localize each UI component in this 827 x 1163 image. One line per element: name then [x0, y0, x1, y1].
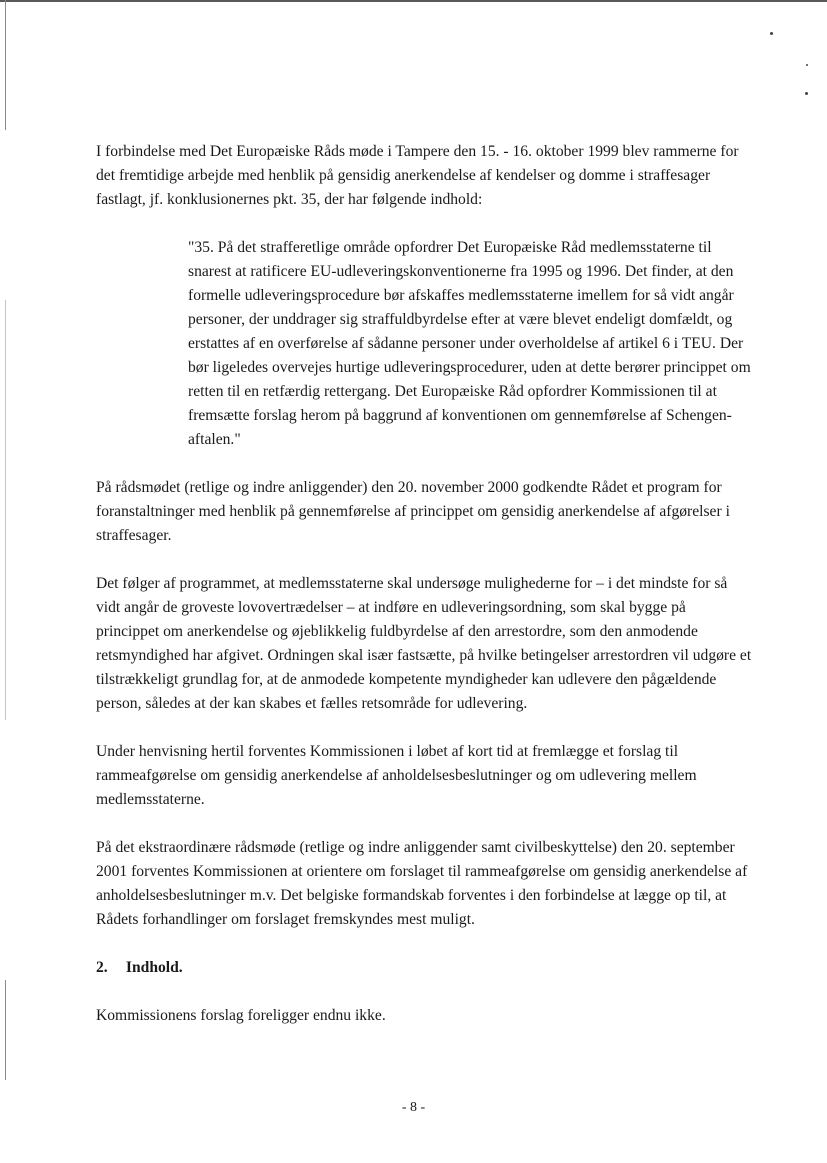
paragraph-commission-proposal: Under henvisning hertil forventes Kommissionen i løbet af kort tid at fremlægge et forslag til rammeafgørelse om gensidig anerkendelse af anholdelsesbeslutninger og om udlevering mellem medlemsstaterne.	[96, 743, 697, 808]
paragraph-tampere-intro: I forbindelse med Det Europæiske Råds møde i Tampere den 15. - 16. oktober 1999 blev rammerne for det fremtidige arbejde med henblik på gensidig anerkendelse af kendelser og domme i straffesager fastlagt, jf. konklusionernes pkt. 35, der har følgende indhold:	[96, 143, 739, 208]
page-number: - 8 -	[401, 1100, 426, 1115]
quotation-conclusion-35: "35. På det strafferetlige område opfordrer Det Europæiske Råd medlemsstaterne til snarest at ratificere EU-udleveringskonventionerne fra 1995 og 1996. Det finder, at den formelle udleveringsprocedure bør afskaffes medlemsstaterne imellem for så vidt angår personer, der unddrager sig straffuldbyrdelse efter at være blevet endeligt domfældt, og erstattes af en overførelse af sådanne personer under overholdelse af artikel 6 i TEU. Der bør ligeledes overvejes hurtige udleveringsprocedurer, uden at dette berører princippet om retten til en retfærdig rettergang. Det Europæiske Råd opfordrer Kommissionen til at fremsætte forslag herom på baggrund af konventionen om gennemførelse af Schengen-aftalen."	[188, 239, 751, 448]
left-scan-edge-bottom	[5, 980, 6, 1080]
paragraph-council-program: På rådsmødet (retlige og indre anliggender) den 20. november 2000 godkendte Rådet et program for foranstaltninger med henblik på gennemførelse af princippet om gensidig anerkendelse af afgørelser i straffesager.	[96, 479, 730, 544]
section-number: 2.	[96, 959, 108, 976]
section-heading	[96, 956, 752, 980]
section-title: Indhold.	[125, 959, 183, 976]
left-scan-edge-middle	[5, 300, 6, 720]
scan-speck	[806, 64, 808, 66]
top-scan-edge	[0, 0, 827, 2]
paragraph-proposal-status: Kommissionens forslag foreligger endnu ikke.	[96, 1007, 386, 1024]
paragraph-extradition-scheme: Det følger af programmet, at medlemsstaterne skal undersøge mulighederne for – i det mindste for så vidt angår de groveste lovovertrædelser – at indføre en udleveringsordning, som skal bygge på princippet om anerkendelse og øjeblikkelig fuldbyrdelse af den arrestordre, som den anmodende retsmyndighed har afgivet. Ordningen skal især fastsætte, på hvilke betingelser arrestordren vil udgøre et tilstrækkeligt grundlag for, at de anmodede kompetente myndigheder kan udlevere den pågældende person, således at der kan skabes et fælles retsområde for udlevering.	[96, 575, 752, 712]
left-scan-edge-top	[5, 0, 6, 130]
paragraph-extraordinary-meeting: På det ekstraordinære rådsmøde (retlige og indre anliggender samt civilbeskyttelse) den 20. september 2001 forventes Kommissionen at orientere om forslaget til rammeafgørelse om gensidig anerkendelse af anholdelsesbeslutninger m.v. Det belgiske formandskab forventes i den forbindelse at lægge op til, at Rådets forhandlinger om forslaget fremskyndes mest muligt.	[96, 839, 748, 928]
document-body	[96, 140, 752, 1052]
scan-speck	[805, 92, 808, 95]
scan-speck	[770, 32, 773, 35]
